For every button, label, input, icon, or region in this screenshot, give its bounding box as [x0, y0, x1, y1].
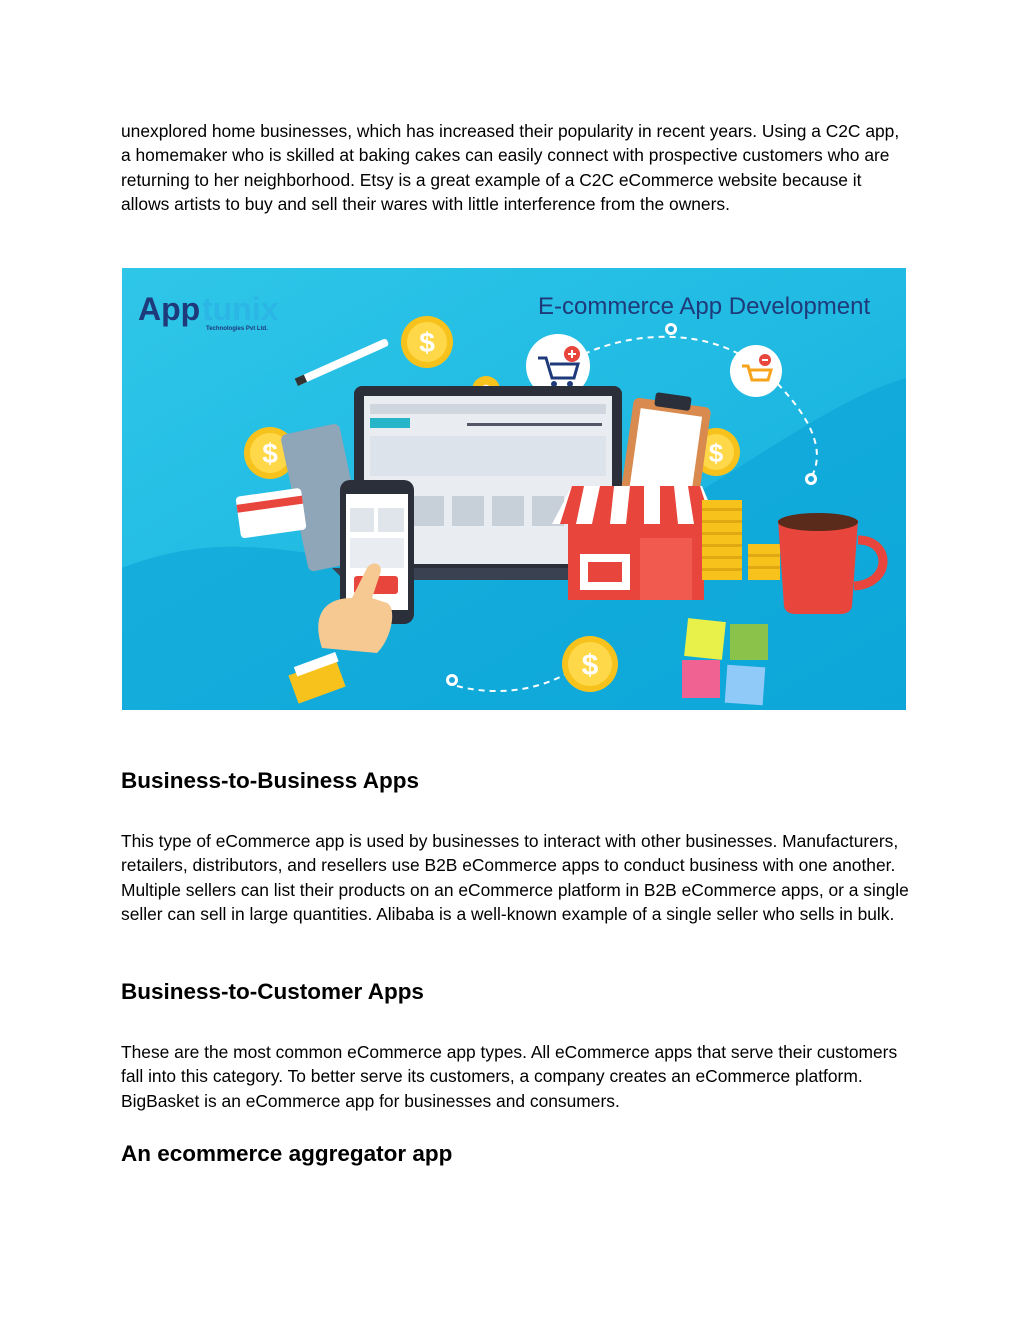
- section-body-b2b: This type of eCommerce app is used by businesses to interact with other businesses. Manufacturers, retailers, distributors, and resellers use B2B eCommerce apps to conduct business with one another. Multiple sellers can list their products on an eCommerce platform in B2B eCommerce apps, or a single seller can sell in large quantities. Alibaba is a well-known example of a single seller who sells in bulk.: [121, 831, 909, 925]
- svg-text:$: $: [708, 438, 724, 468]
- section-heading-b2b: Business-to-Business Apps: [121, 768, 419, 793]
- section-heading-b2c: Business-to-Customer Apps: [121, 979, 424, 1004]
- svg-text:$: $: [262, 438, 278, 469]
- intro-paragraph: unexplored home businesses, which has increased their popularity in recent years. Using a C2C app, a homemaker who is skilled at baking cakes can easily connect with prospective customers who are returning to her neighborhood. Etsy is a great example of a C2C eCommerce website because it allows artists to buy and sell their wares with little interference from the owners.: [121, 121, 900, 215]
- section-body-b2c: These are the most common eCommerce app types. All eCommerce apps that serve their customers fall into this category. To better serve its customers, a company creates an eCommerce platform. BigBasket is an eCommerce app for businesses and consumers.: [121, 1042, 898, 1111]
- coin-icon: [401, 316, 453, 368]
- ecommerce-banner-image: [122, 268, 906, 710]
- coin-icon: [562, 636, 618, 692]
- banner-title: E-commerce App Development: [538, 293, 871, 320]
- cart-remove-icon: [730, 345, 782, 397]
- brand-part-a: App: [138, 291, 201, 327]
- apptunix-logo: [138, 291, 279, 332]
- brand-part-b: tunix: [202, 291, 279, 327]
- section-heading-aggregator: An ecommerce aggregator app: [121, 1141, 453, 1166]
- svg-text:$: $: [581, 649, 599, 682]
- shop-illustration: [552, 486, 718, 600]
- svg-text:$: $: [419, 327, 435, 358]
- brand-subtitle: Technologies Pvt Ltd.: [206, 326, 268, 332]
